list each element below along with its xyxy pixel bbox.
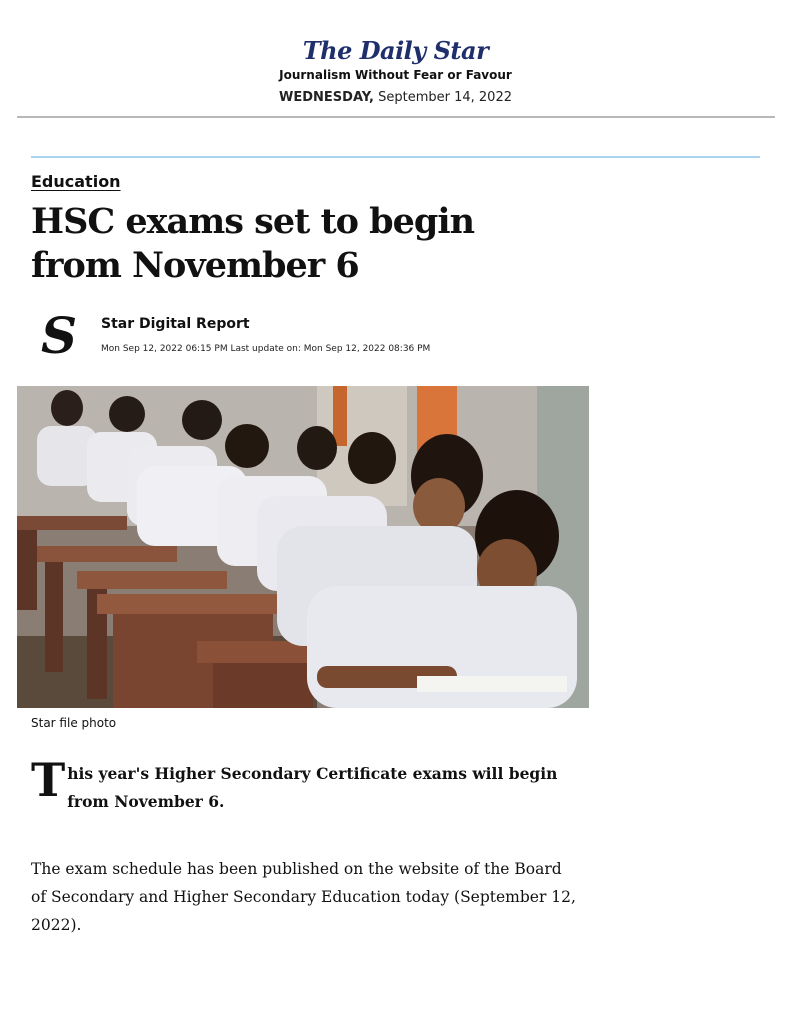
lead-paragraph-text: his year's Higher Secondary Certificate exams will begin from November 6. <box>67 764 558 811</box>
masthead <box>0 0 791 118</box>
dateline-day: WEDNESDAY, <box>279 90 374 105</box>
site-tagline: Journalism Without Fear or Favour <box>279 68 512 82</box>
site-logo[interactable]: The Daily Star <box>302 36 489 65</box>
category-link[interactable]: Education <box>31 172 121 191</box>
drop-cap: T <box>31 753 66 807</box>
body-paragraph: The exam schedule has been published on the website of the Board of Secondary and Higher Secondary Education today (September 12, 2022). <box>31 860 576 934</box>
author-logo-icon: S <box>40 306 78 365</box>
article-headline: HSC exams set to begin from November 6 <box>31 201 475 286</box>
article-timestamps: Mon Sep 12, 2022 06:15 PM Last update on: Mon Sep 12, 2022 08:36 PM <box>101 344 431 354</box>
author-name[interactable]: Star Digital Report <box>101 316 250 332</box>
lead-paragraph <box>31 753 561 816</box>
photo-caption: Star file photo <box>31 716 117 730</box>
dateline <box>0 90 791 105</box>
masthead-divider <box>17 116 775 118</box>
article-top-divider <box>31 156 760 158</box>
dateline-date: September 14, 2022 <box>373 90 512 105</box>
article-photo <box>17 386 589 708</box>
